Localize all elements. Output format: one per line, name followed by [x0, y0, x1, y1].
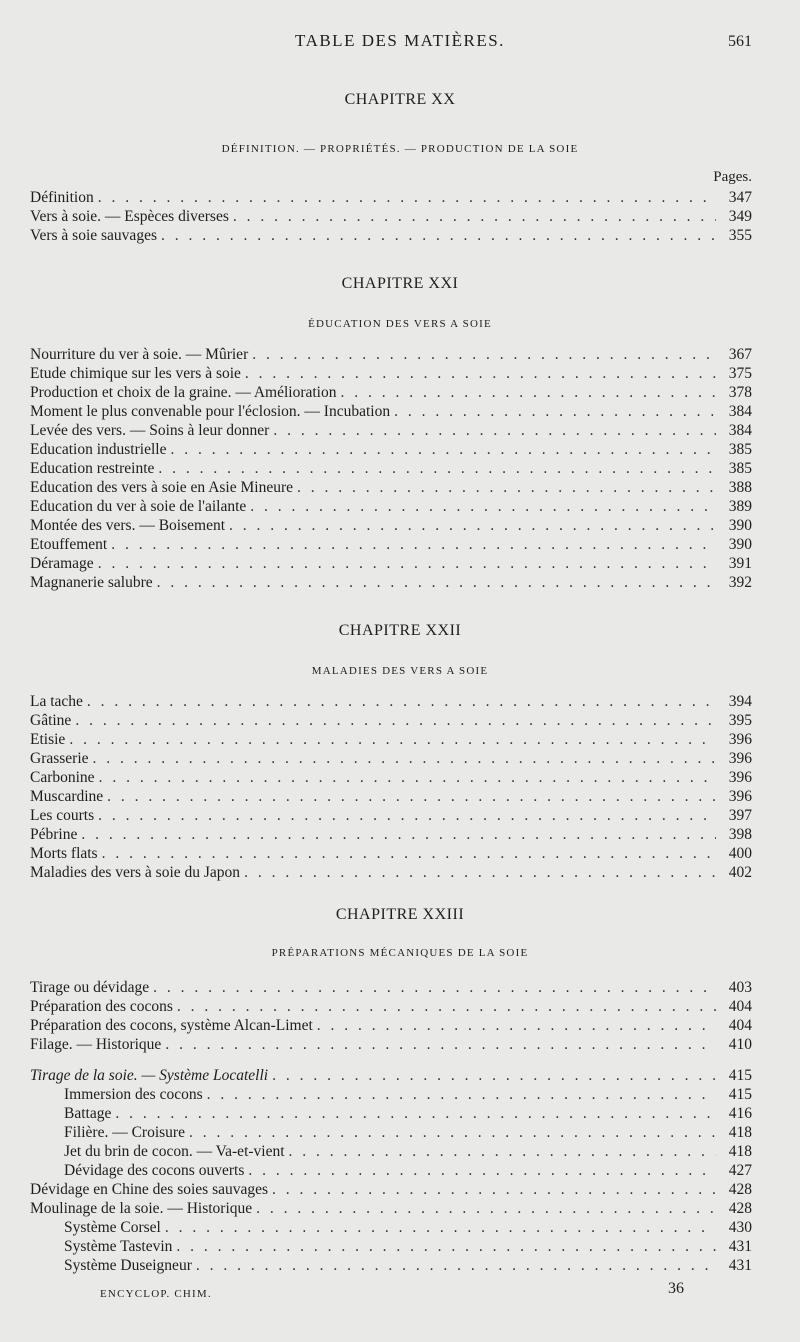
entry-title: Jet du brin de cocon. — Va-et-vient: [64, 1143, 285, 1160]
entry-title: Déramage: [30, 555, 94, 572]
dot-leader: [153, 978, 716, 997]
toc-entry: [30, 749, 752, 768]
entry-title: Production et choix de la graine. — Amélioration: [30, 384, 337, 401]
toc-entry: [30, 554, 752, 573]
entry-page: 355: [728, 227, 752, 244]
chapter-heading: CHAPITRE XXI: [341, 275, 459, 292]
dot-leader: [81, 825, 716, 844]
dot-leader: [229, 516, 716, 535]
toc-entry: [30, 226, 752, 245]
sheet-number: 36: [668, 1280, 684, 1297]
chapter-subtitle: PRÉPARATIONS MÉCANIQUES DE LA SOIE: [271, 947, 529, 959]
entry-page: 347: [728, 189, 752, 206]
entry-page: 395: [728, 712, 752, 729]
toc-entry: [30, 402, 752, 421]
toc-entry: [30, 787, 752, 806]
dot-leader: [177, 997, 716, 1016]
entry-page: 396: [728, 769, 752, 786]
entry-title: Dévidage en Chine des soies sauvages: [30, 1181, 269, 1198]
entry-page: 385: [728, 460, 752, 477]
entry-page: 430: [728, 1219, 752, 1236]
entry-title: Etouffement: [30, 536, 108, 553]
chapter-subtitle: DÉFINITION. — PROPRIÉTÉS. — PRODUCTION DE LA SOIE: [221, 143, 579, 155]
entry-title: Moulinage de la soie. — Historique: [30, 1200, 253, 1217]
dot-leader: [176, 1237, 716, 1256]
entry-title: Tirage de la soie. — Système Locatelli: [30, 1067, 269, 1084]
entry-title: Education restreinte: [30, 460, 155, 477]
toc-entry: [30, 1085, 752, 1104]
dot-leader: [99, 768, 716, 787]
dot-leader: [107, 787, 716, 806]
entry-page: 431: [728, 1238, 752, 1255]
toc-entry: [30, 440, 752, 459]
chapter-heading: CHAPITRE XXIII: [335, 906, 465, 923]
toc-entry: [30, 383, 752, 402]
toc-entry: [30, 207, 752, 226]
dot-leader: [93, 749, 716, 768]
dot-leader: [317, 1016, 716, 1035]
entry-title: Grasserie: [30, 750, 89, 767]
entry-title: La tache: [30, 693, 83, 710]
dot-leader: [87, 692, 716, 711]
entry-title: Filage. — Historique: [30, 1036, 162, 1053]
entry-title: Carbonine: [30, 769, 95, 786]
entry-title: Levée des vers. — Soins à leur donner: [30, 422, 270, 439]
dot-leader: [75, 711, 716, 730]
dot-leader: [394, 402, 716, 421]
entry-title: Pébrine: [30, 826, 78, 843]
toc-entry: [30, 1104, 752, 1123]
dot-leader: [98, 188, 716, 207]
entry-page: 404: [728, 998, 752, 1015]
entry-title: Nourriture du ver à soie. — Mûrier: [30, 346, 249, 363]
entry-title: Les courts: [30, 807, 95, 824]
entry-page: 384: [728, 422, 752, 439]
running-title: TABLE DES MATIÈRES.: [295, 31, 505, 50]
toc-entry: [30, 1218, 752, 1237]
entry-title: Système Duseigneur: [64, 1257, 192, 1274]
dot-leader: [272, 1180, 716, 1199]
entry-title: Moment le plus convenable pour l'éclosion. — Incubation: [30, 403, 391, 420]
entry-title: Vers à soie. — Espèces diverses: [30, 208, 229, 225]
toc-entry: [30, 692, 752, 711]
toc-list-locatelli: [30, 1066, 752, 1275]
dot-leader: [189, 1123, 716, 1142]
dot-leader: [207, 1085, 716, 1104]
toc-entry: [30, 478, 752, 497]
entry-title: Gâtine: [30, 712, 72, 729]
dot-leader: [272, 1066, 716, 1085]
entry-title: Morts flats: [30, 845, 98, 862]
entry-page: 367: [728, 346, 752, 363]
entry-title: Définition: [30, 189, 94, 206]
toc-entry: [30, 1161, 752, 1180]
dot-leader: [69, 730, 716, 749]
entry-title: Système Corsel: [64, 1219, 161, 1236]
entry-title: Education du ver à soie de l'ailante: [30, 498, 247, 515]
entry-page: 396: [728, 731, 752, 748]
dot-leader: [115, 1104, 716, 1123]
dot-leader: [158, 459, 716, 478]
entry-page: 388: [728, 479, 752, 496]
toc-entry: [30, 711, 752, 730]
entry-page: 398: [728, 826, 752, 843]
dot-leader: [102, 844, 716, 863]
entry-title: Muscardine: [30, 788, 104, 805]
entry-title: Maladies des vers à soie du Japon: [30, 864, 241, 881]
chapter-subtitle: ÉDUCATION DES VERS A SOIE: [308, 318, 492, 330]
entry-page: 394: [728, 693, 752, 710]
toc-entry: [30, 345, 752, 364]
entry-page: 385: [728, 441, 752, 458]
entry-title: Vers à soie sauvages: [30, 227, 157, 244]
entry-page: 384: [728, 403, 752, 420]
toc-entry: [30, 825, 752, 844]
entry-page: 390: [728, 536, 752, 553]
entry-title: Immersion des cocons: [64, 1086, 203, 1103]
dot-leader: [289, 1142, 716, 1161]
dot-leader: [340, 383, 716, 402]
entry-page: 402: [728, 864, 752, 881]
dot-leader: [170, 440, 716, 459]
dot-leader: [256, 1199, 716, 1218]
entry-title: Filière. — Croisure: [64, 1124, 185, 1141]
entry-page: 397: [728, 807, 752, 824]
entry-title: Education industrielle: [30, 441, 167, 458]
entry-page: 396: [728, 788, 752, 805]
toc-entry: [30, 421, 752, 440]
entry-page: 375: [728, 365, 752, 382]
entry-page: 418: [728, 1124, 752, 1141]
entry-page: 400: [728, 845, 752, 862]
toc-entry: [30, 1016, 752, 1035]
entry-page: 404: [728, 1017, 752, 1034]
toc-entry: [30, 1237, 752, 1256]
toc-entry: [30, 1035, 752, 1054]
entry-title: Préparation des cocons: [30, 998, 173, 1015]
toc-entry: [30, 364, 752, 383]
entry-page: 418: [728, 1143, 752, 1160]
entry-title: Etisie: [30, 731, 66, 748]
entry-page: 391: [728, 555, 752, 572]
toc-entry: [30, 497, 752, 516]
dot-leader: [98, 554, 716, 573]
dot-leader: [244, 863, 716, 882]
dot-leader: [273, 421, 716, 440]
dot-leader: [252, 345, 716, 364]
toc-entry: [30, 1123, 752, 1142]
entry-page: 415: [728, 1086, 752, 1103]
toc-list: [30, 978, 752, 1054]
entry-page: 390: [728, 517, 752, 534]
entry-page: 431: [728, 1257, 752, 1274]
toc-list: [30, 345, 752, 592]
toc-entry: [30, 1142, 752, 1161]
entry-title: Battage: [64, 1105, 112, 1122]
dot-leader: [157, 573, 716, 592]
entry-page: 428: [728, 1200, 752, 1217]
dot-leader: [98, 806, 716, 825]
dot-leader: [161, 226, 716, 245]
chapter-subtitle: MALADIES DES VERS A SOIE: [311, 665, 489, 677]
entry-title: Montée des vers. — Boisement: [30, 517, 226, 534]
entry-page: 389: [728, 498, 752, 515]
toc-entry: [30, 768, 752, 787]
signature-mark: ENCYCLOP. CHIM.: [100, 1288, 212, 1300]
chapter-heading: CHAPITRE XX: [344, 91, 456, 108]
toc-entry: [30, 516, 752, 535]
entry-title: Tirage ou dévidage: [30, 979, 150, 996]
entry-title: Magnanerie salubre: [30, 574, 153, 591]
entry-page: 396: [728, 750, 752, 767]
chapter-heading: CHAPITRE XXII: [338, 622, 462, 639]
dot-leader: [297, 478, 716, 497]
entry-title: Système Tastevin: [64, 1238, 173, 1255]
entry-page: 427: [728, 1162, 752, 1179]
entry-page: 416: [728, 1105, 752, 1122]
entry-page: 349: [728, 208, 752, 225]
dot-leader: [165, 1035, 716, 1054]
toc-entry: [30, 997, 752, 1016]
page-number: 561: [728, 33, 752, 50]
entry-page: 403: [728, 979, 752, 996]
toc-entry: [30, 1066, 752, 1085]
entry-title: Dévidage des cocons ouverts: [64, 1162, 245, 1179]
toc-entry: [30, 844, 752, 863]
toc-entry: [30, 863, 752, 882]
entry-title: Préparation des cocons, système Alcan-Limet: [30, 1017, 313, 1034]
dot-leader: [233, 207, 716, 226]
entry-page: 410: [728, 1036, 752, 1053]
pages-column-label: Pages.: [713, 169, 752, 185]
entry-title: Etude chimique sur les vers à soie: [30, 365, 241, 382]
toc-list: [30, 188, 752, 245]
toc-entry: [30, 1199, 752, 1218]
entry-page: 428: [728, 1181, 752, 1198]
dot-leader: [165, 1218, 716, 1237]
toc-entry: [30, 978, 752, 997]
toc-entry: [30, 535, 752, 554]
dot-leader: [111, 535, 716, 554]
entry-title: Education des vers à soie en Asie Mineure: [30, 479, 293, 496]
dot-leader: [196, 1256, 716, 1275]
toc-list: [30, 692, 752, 882]
toc-entry: [30, 806, 752, 825]
entry-page: 415: [728, 1067, 752, 1084]
toc-entry: [30, 573, 752, 592]
toc-entry: [30, 730, 752, 749]
toc-entry: [30, 459, 752, 478]
entry-page: 392: [728, 574, 752, 591]
dot-leader: [245, 364, 716, 383]
toc-entry: [30, 1180, 752, 1199]
dot-leader: [248, 1161, 716, 1180]
toc-entry: [30, 188, 752, 207]
entry-page: 378: [728, 384, 752, 401]
toc-entry: [30, 1256, 752, 1275]
dot-leader: [250, 497, 716, 516]
